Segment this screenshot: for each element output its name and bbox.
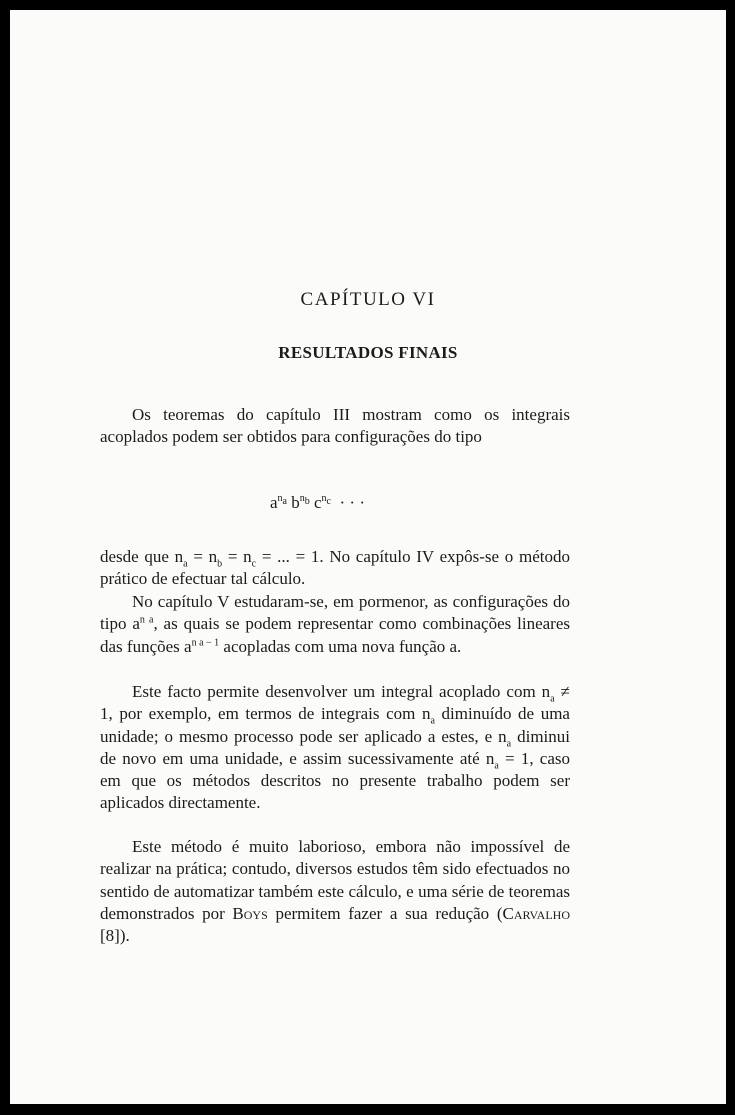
chapter-heading: CAPÍTULO VI — [300, 289, 436, 310]
paragraph-3 — [100, 591, 570, 658]
p5-text-3: [8]). — [100, 926, 130, 946]
p3-sup-1: n a — [139, 614, 154, 626]
p2-sub-2: b — [217, 558, 223, 570]
formula-a: a — [270, 493, 278, 512]
p2-sub-3: c — [251, 558, 257, 570]
p4-text-5: = 1, caso em que os métodos descritos no presente trabalho podem ser aplicados directamente. — [100, 748, 570, 813]
formula-nc: n — [321, 493, 327, 505]
formula-na-sub: a — [282, 496, 287, 508]
p4-text-2: ≠ 1, por exemplo, em termos de integrais com n — [100, 682, 570, 724]
formula-nc-sub: c — [326, 496, 331, 508]
formula-nb-sub: b — [304, 496, 310, 508]
formula-c: c — [314, 493, 322, 512]
p3-sup-2: n a − 1 — [191, 636, 220, 648]
formula-nb: n — [299, 493, 305, 505]
paragraph-5 — [100, 836, 570, 947]
p3-text-3: acopladas com uma nova função a. — [219, 636, 462, 656]
p3-text-2: , as quais se podem representar como combinações lineares das funções a — [100, 614, 570, 656]
paragraph-4 — [100, 681, 570, 815]
formula-b: b — [291, 493, 300, 512]
p4-text-1: Este facto permite desenvolver um integral acoplado com n — [132, 682, 551, 701]
author-carvalho: Carvalho — [502, 903, 570, 923]
p2-text-4: = ... = 1. No capítulo IV expôs-se o método prático de efectuar tal cálculo. — [100, 547, 570, 589]
formula-na: n — [277, 493, 283, 505]
paragraph-2 — [100, 546, 570, 591]
section-title: RESULTADOS FINAIS — [278, 343, 458, 362]
p2-text-3: = n — [222, 547, 252, 566]
p3-text-1: No capítulo V estudaram-se, em pormenor, as configurações do tipo a — [100, 592, 570, 634]
author-boys: Boys — [232, 903, 268, 923]
p5-text-1: Este método é muito laborioso, embora não impossível de realizar na prática; contudo, diversos estudos têm sido efectuados no sentido de automatizar também este cálculo, e uma série de teoremas demonstrados por — [100, 837, 570, 923]
p4-sub-4: a — [494, 760, 499, 772]
p2-sub-1: a — [183, 558, 188, 570]
p4-sub-1: a — [550, 693, 555, 705]
configuration-formula — [270, 493, 365, 513]
p2-text-2: = n — [187, 547, 218, 566]
p5-text-2: permitem fazer a sua redução ( — [267, 903, 503, 923]
p4-text-4: diminui de novo em uma unidade, e assim sucessivamente até n — [100, 726, 570, 768]
p4-sub-3: a — [506, 737, 512, 749]
paragraph-1: Os teoremas do capítulo III mostram como os integrais acoplados podem ser obtidos para configurações do tipo — [100, 405, 570, 447]
p2-text-1: desde que n — [100, 547, 184, 566]
p4-text-3: diminuído de uma unidade; o mesmo processo pode ser aplicado a estes, e n — [100, 704, 570, 746]
formula-dots: · · · — [339, 493, 365, 512]
p4-sub-2: a — [430, 715, 435, 727]
book-page — [10, 10, 726, 1104]
